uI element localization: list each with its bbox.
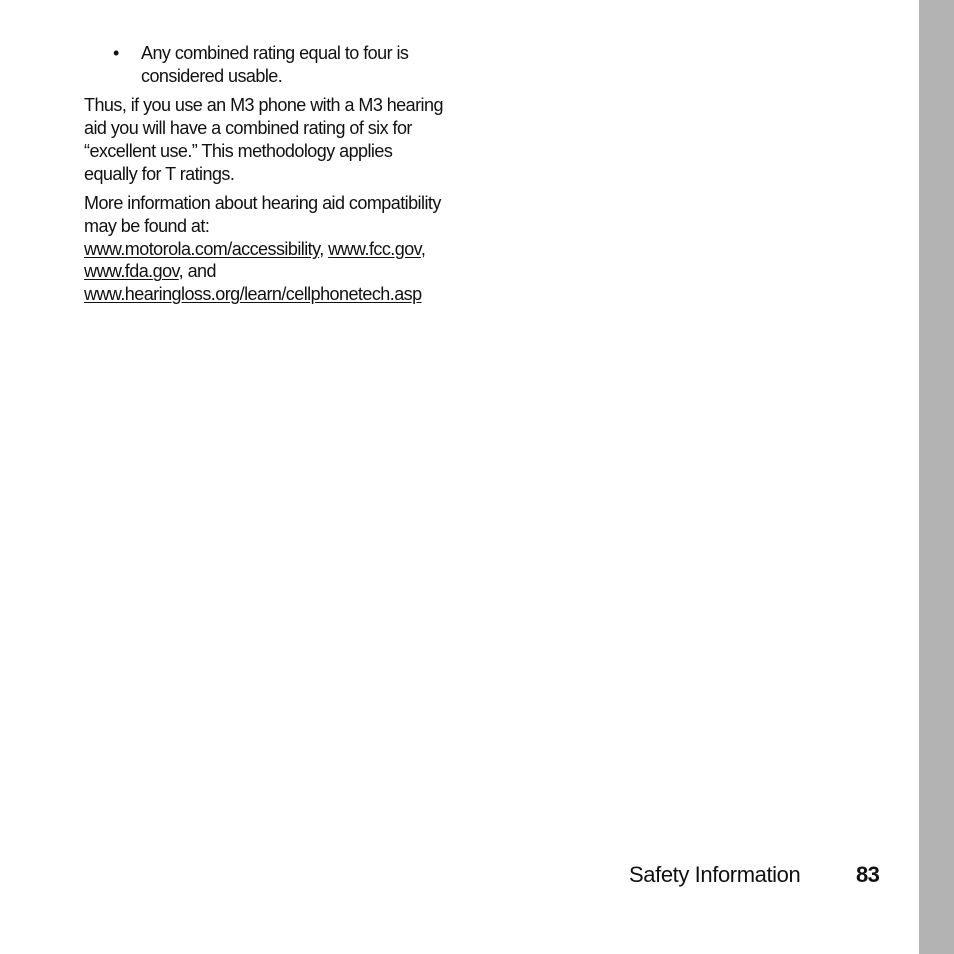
bullet-text-line-1: Any combined rating equal to four is xyxy=(141,43,409,63)
separator-3: , and xyxy=(178,261,216,282)
link-fcc[interactable]: www.fcc.gov xyxy=(328,238,421,259)
paragraph1-line-2: aid you will have a combined rating of six for xyxy=(84,118,412,139)
footer-page-number: 83 xyxy=(856,862,880,887)
separator-2: , xyxy=(420,238,426,259)
footer-section-title: Safety Information xyxy=(629,862,801,887)
bullet-mark: • xyxy=(113,43,119,63)
paragraph2-line-1: More information about hearing aid compatibility xyxy=(84,193,441,214)
paragraph1-line-1: Thus, if you use an M3 phone with a M3 hearing xyxy=(84,95,443,116)
page-content xyxy=(84,42,464,313)
paragraph1-line-3: “excellent use.” This methodology applies xyxy=(84,140,393,161)
paragraph-methodology xyxy=(84,94,464,185)
link-hearingloss[interactable]: www.hearingloss.org/learn/cellphonetech.asp xyxy=(84,284,422,305)
bullet-text-line-2: considered usable. xyxy=(141,65,283,86)
paragraph-more-info xyxy=(84,192,464,306)
paragraph2-line-2: may be found at: xyxy=(84,215,210,236)
paragraph1-line-4: equally for T ratings. xyxy=(84,163,235,184)
link-fda[interactable]: www.fda.gov xyxy=(84,261,179,282)
separator-1: , xyxy=(319,238,329,259)
bullet-item xyxy=(84,42,464,87)
page-edge-tab xyxy=(919,0,954,954)
link-motorola-accessibility[interactable]: www.motorola.com/accessibility xyxy=(84,238,320,259)
